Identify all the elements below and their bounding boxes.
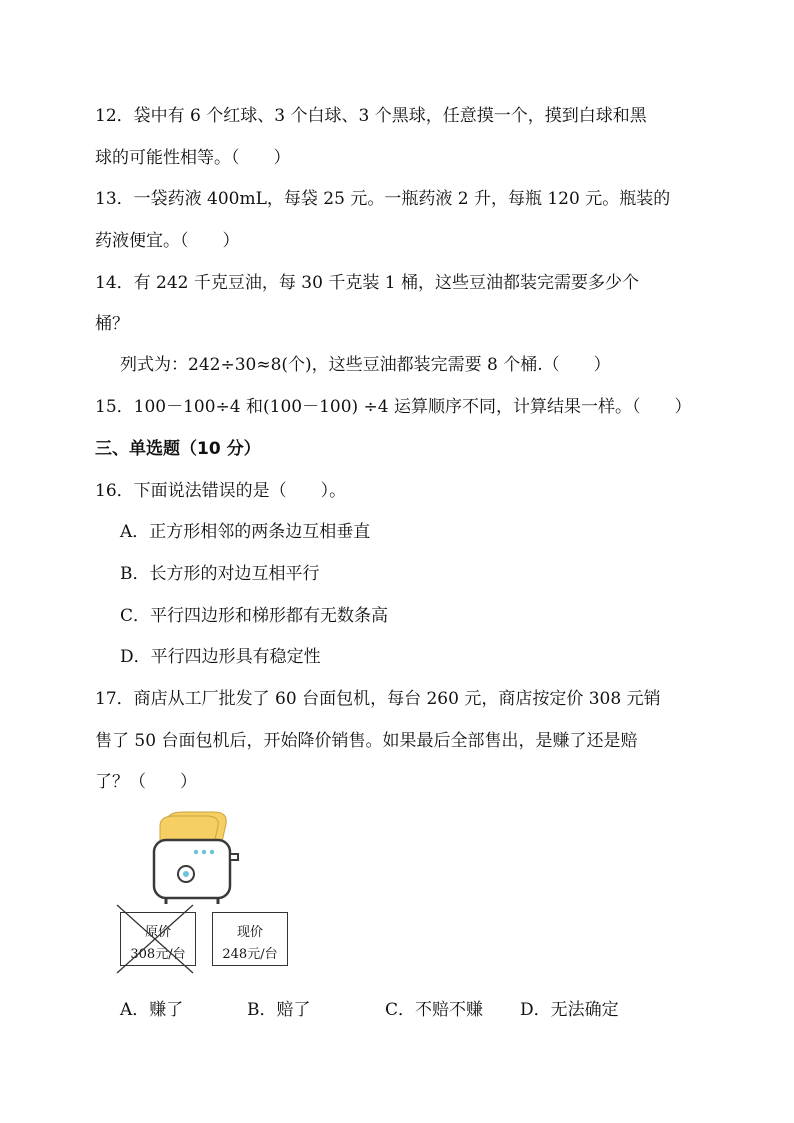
- q16-option-a: A．正方形相邻的两条边互相垂直: [120, 522, 371, 542]
- q17-option-b: B．赔了: [247, 1000, 311, 1020]
- q15-line: 15．100－100÷4 和(100－100) ÷4 运算顺序不同，计算结果一样。（ ）: [95, 397, 692, 417]
- q17-stem-line-2: 售了 50 台面包机后，开始降价销售。如果最后全部售出，是赚了还是赔: [95, 731, 638, 751]
- q16-option-b: B．长方形的对边互相平行: [120, 564, 320, 584]
- section-heading: 三、单选题（10 分）: [95, 439, 261, 459]
- original-price-label: 原价: [144, 925, 171, 940]
- toaster-figure: [118, 808, 318, 983]
- current-price-value: 248元/台: [222, 947, 278, 962]
- q12-line-1: 12．袋中有 6 个红球、3 个白球、3 个黑球，任意摸一个，摸到白球和黑: [95, 106, 647, 126]
- q14-line-2: 桶？: [95, 314, 129, 334]
- q14-line-3: 列式为：242÷30≈8(个)，这些豆油都装完需要 8 个桶.（ ）: [120, 355, 611, 375]
- q17-option-d: D．无法确定: [520, 1000, 619, 1020]
- toaster-icon: [148, 808, 278, 908]
- q17-option-c: C．不赔不赚: [385, 1000, 484, 1020]
- q16-option-d: D．平行四边形具有稳定性: [120, 647, 321, 667]
- q14-line-1: 14．有 242 千克豆油，每 30 千克装 1 桶，这些豆油都装完需要多少个: [95, 273, 639, 293]
- q13-line-1: 13．一袋药液 400mL，每袋 25 元。一瓶药液 2 升，每瓶 120 元。瓶装的: [95, 189, 671, 209]
- original-price-box: [120, 912, 196, 966]
- q16-option-c: C．平行四边形和梯形都有无数条高: [120, 606, 389, 626]
- q13-line-2: 药液便宜。（ ）: [95, 231, 240, 251]
- q17-option-a: A．赚了: [120, 1000, 184, 1020]
- q17-stem-line-1: 17．商店从工厂批发了 60 台面包机，每台 260 元，商店按定价 308 元销: [95, 689, 661, 709]
- q12-line-2: 球的可能性相等。（ ）: [95, 148, 291, 168]
- q17-stem-line-3: 了？（ ）: [95, 772, 197, 792]
- cross-out-mark: [113, 901, 199, 979]
- current-price-box: [212, 912, 288, 966]
- current-price-label: 现价: [236, 925, 263, 940]
- q16-stem: 16．下面说法错误的是（ ）。: [95, 481, 347, 501]
- original-price-value: 308元/台: [130, 947, 186, 962]
